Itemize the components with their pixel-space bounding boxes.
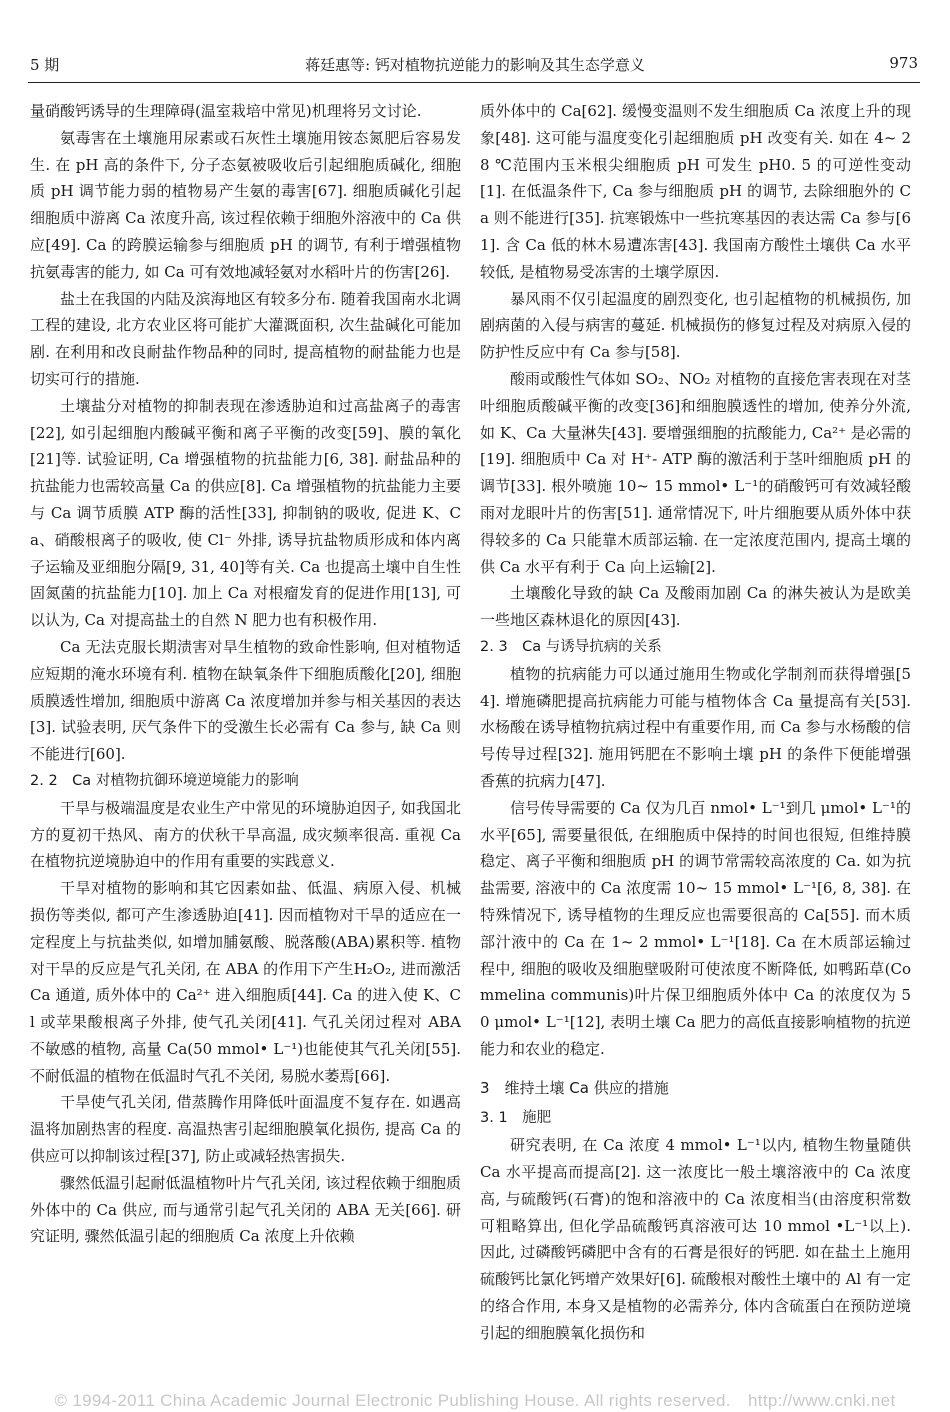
copyright-watermark: © 1994-2011 China Academic Journal Electronic Publishing House. All rights reserved. http://www.cnki.net xyxy=(54,1391,896,1410)
paragraph: 植物的抗病能力可以通过施用生物或化学制剂而获得增强[54]. 增施磷肥提高抗病能力可能与植物体含 Ca 量提高有关[53]. 水杨酸在诱导植物抗病过程中有重要作用, 而 Ca 参与水杨酸的信号传导过程[32]. 施用钙肥在不影响土壤 pH 的条件下便能增强香蕉的抗病力[47]. xyxy=(480,664,911,790)
section-subheading: 3. 1 施肥 xyxy=(480,1110,552,1127)
section-heading: 3 维持土壤 Ca 供应的措施 xyxy=(480,1078,669,1097)
paragraph: 干旱使气孔关闭, 借蒸腾作用降低叶面温度不复存在. 如遇高温将加剧热害的程度. 高温热害引起细胞膜氧化损伤, 提高 Ca 的供应可以抑制该过程[37], 防止或减轻热害损失. xyxy=(30,1093,461,1166)
paragraph: 酸雨或酸性气体如 SO₂、NO₂ 对植物的直接危害表现在对茎叶细胞质酸碱平衡的改变[36]和细胞膜透性的增加, 使养分外流, 如 K、Ca 大量淋失[43]. 要增强细胞的抗酸能力, Ca²⁺ 是必需的[19]. 细胞质中 Ca 对 H⁺- ATP 酶的激活利于茎叶细胞质 pH 的调节[33]. 根外喷施 10~ 15 mmol• L⁻¹的硝酸钙可有效减轻酸雨对龙眼叶片的伤害[51]. 通常情况下, 叶片细胞要从质外体中获得较多的 Ca 只能靠木质部运输. 在一定浓度范围内, 提高土壤的供 Ca 水平有利于 Ca 向上运输[2]. xyxy=(480,369,911,576)
paragraph: 干旱对植物的影响和其它因素如盐、低温、病原入侵、机械损伤等类似, 都可产生渗透胁迫[41]. 因而植物对干旱的适应在一定程度上与抗盐类似, 如增加脯氨酸、脱落酸(ABA)累积等. 植物对干旱的反应是气孔关闭, 在 ABA 的作用下产生H₂O₂, 进而激活 Ca 通道, 质外体中的 Ca²⁺ 进入细胞质[44]. Ca 的进入使 K、Cl 或苹果酸根离子外排, 使气孔关闭[41]. 气孔关闭过程对 ABA 不敏感的植物, 高量 Ca(50 mmol• L⁻¹)也能使其气孔关闭[55]. 不耐低温的植物在低温时气孔不关闭, 易脱水萎焉[66]. xyxy=(30,879,461,1085)
section-subheading: 2. 2 Ca 对植物抗御环境逆境能力的影响 xyxy=(30,772,299,789)
issue-number: 5 期 xyxy=(30,56,60,74)
paragraph: Ca 无法克服长期渍害对旱生植物的致命性影响, 但对植物适应短期的淹水环境有利. 植物在缺氧条件下细胞质酸化[20], 细胞质膜透性增加, 细胞质中游离 Ca 浓度增加并参与相关基因的表达[3]. 试验表明, 厌气条件下的受激生长必需有 Ca 参与, 缺 Ca 则不能进行[60]. xyxy=(30,637,461,764)
paragraph: 研究表明, 在 Ca 浓度 4 mmol• L⁻¹以内, 植物生物量随供 Ca 水平提高而提高[2]. 这一浓度比一般土壤溶液中的 Ca 浓度高, 与硫酸钙(石膏)的饱和溶液中的 Ca 浓度相当(由溶度积常数可粗略算出, 但化学品硫酸钙真溶液可达 10 mmol •L⁻¹以上). 因此, 过磷酸钙磷肥中含有的石膏是很好的钙肥. 如在盐土上施用硫酸钙比氯化钙增产效果好[6]. 硫酸根对酸性土壤中的 Al 有一定的络合作用, 本身又是植物的必需养分, 体内含硫蛋白在预防逆境引起的细胞膜氧化损伤和 xyxy=(480,1136,911,1342)
left-column xyxy=(30,98,461,1250)
paragraph: 暴风雨不仅引起温度的剧烈变化, 也引起植物的机械损伤, 加剧病菌的入侵与病害的蔓延. 机械损伤的修复过程及对病原入侵的防护性反应中有 Ca 参与[58]. xyxy=(480,289,911,362)
header-rule xyxy=(28,82,920,83)
paragraph: 土壤盐分对植物的抑制表现在渗透胁迫和过高盐离子的毒害[22], 如引起细胞内酸碱平衡和离子平衡的改变[59]、膜的氧化[21]等. 试验证明, Ca 增强植物的抗盐能力[6, 38]. 耐盐品种的抗盐能力也需较高量 Ca 的供应[8]. Ca 增强植物的抗盐能力主要与 Ca 调节质膜 ATP 酶的活性[33], 抑制钠的吸收, 促进 K、Ca、硝酸根离子的吸收, 使 Cl⁻ 外排, 诱导抗盐物质形成和体内离子运输及亚细胞分隔[9, 31, 40]等有关. Ca 也提高土壤中自生性固氮菌的抗盐能力[10]. 加上 Ca 对根瘤发育的促进作用[13], 可以认为, Ca 对提高盐土的自然 N 肥力也有积极作用. xyxy=(30,396,461,630)
paragraph: 土壤酸化导致的缺 Ca 及酸雨加剧 Ca 的淋失被认为是欧美一些地区森林退化的原因[43]. xyxy=(480,584,911,630)
running-header xyxy=(0,46,950,76)
paragraph: 盐土在我国的内陆及滨海地区有较多分布. 随着我国南水北调工程的建设, 北方农业区将可能扩大灌溉面积, 次生盐碱化可能加剧. 在利用和改良耐盐作物品种的同时, 提高植物的耐盐能力也是切实可行的措施. xyxy=(30,289,461,388)
section-subheading: 2. 3 Ca 与诱导抗病的关系 xyxy=(480,638,662,655)
paragraph: 骤然低温引起耐低温植物叶片气孔关闭, 该过程依赖于细胞质外体中的 Ca 供应, 而与通常引起气孔关闭的 ABA 无关[66]. 研究证明, 骤然低温引起的细胞质 Ca 浓度上升依赖 xyxy=(30,1173,461,1246)
paragraph: 信号传导需要的 Ca 仅为几百 nmol• L⁻¹到几 μmol• L⁻¹的水平[65], 需要量很低, 在细胞质中保持的时间也很短, 但维持膜稳定、离子平衡和细胞质 pH 的调节常需较高浓度的 Ca. 如为抗盐需要, 溶液中的 Ca 浓度需 10~ 15 mmol• L⁻¹[6, 8, 38]. 在特殊情况下, 诱导植物的生理反应也需要很高的 Ca[55]. 而木质部汁液中的 Ca 在 1~ 2 mmol• L⁻¹[18]. Ca 在木质部运输过程中, 细胞的吸收及细胞壁吸附可使浓度不断降低, 如鸭跖草(Commelina communis)叶片保卫细胞质外体中 Ca 的浓度仅为 50 μmol• L⁻¹[12], 表明土壤 Ca 肥力的高低直接影响植物的抗逆能力和农业的稳定. xyxy=(480,798,911,1058)
paragraph: 量硝酸钙诱导的生理障碍(温室栽培中常见)机理将另文讨论. xyxy=(30,102,422,120)
right-column xyxy=(480,98,911,1347)
paragraph: 质外体中的 Ca[62]. 缓慢变温则不发生细胞质 Ca 浓度上升的现象[48]. 这可能与温度变化引起细胞质 pH 改变有关. 如在 4~ 28 ℃范围内玉米根尖细胞质 pH 可发生 pH0. 5 的可逆性变动[1]. 在低温条件下, Ca 参与细胞质 pH 的调节, 去除细胞外的 Ca 则不能进行[35]. 抗寒锻炼中一些抗寒基因的表达需 Ca 参与[61]. 含 Ca 低的林木易遭冻害[43]. 我国南方酸性土壤供 Ca 水平较低, 是植物易受冻害的土壤学原因. xyxy=(480,102,911,281)
paragraph: 氨毒害在土壤施用尿素或石灰性土壤施用铵态氮肥后容易发生. 在 pH 高的条件下, 分子态氨被吸收后引起细胞质碱化, 细胞质 pH 调节能力弱的植物易产生氨的毒害[67]. 细胞质碱化引起细胞质中游离 Ca 浓度升高, 该过程依赖于细胞外溶液中的 Ca 供应[49]. Ca 的跨膜运输参与细胞质 pH 的调节, 有利于增强植物抗氨毒害的能力, 如 Ca 可有效地减轻氨对水稻叶片的伤害[26]. xyxy=(30,128,461,281)
running-title: 蒋廷惠等: 钙对植物抗逆能力的影响及其生态学意义 xyxy=(305,56,645,74)
page-number: 973 xyxy=(889,54,918,72)
paragraph: 干旱与极端温度是农业生产中常见的环境胁迫因子, 如我国北方的夏初干热风、南方的伏秋干旱高温, 成灾频率很高. 重视 Ca 在植物抗逆境胁迫中的作用有重要的实践意义. xyxy=(30,798,461,871)
